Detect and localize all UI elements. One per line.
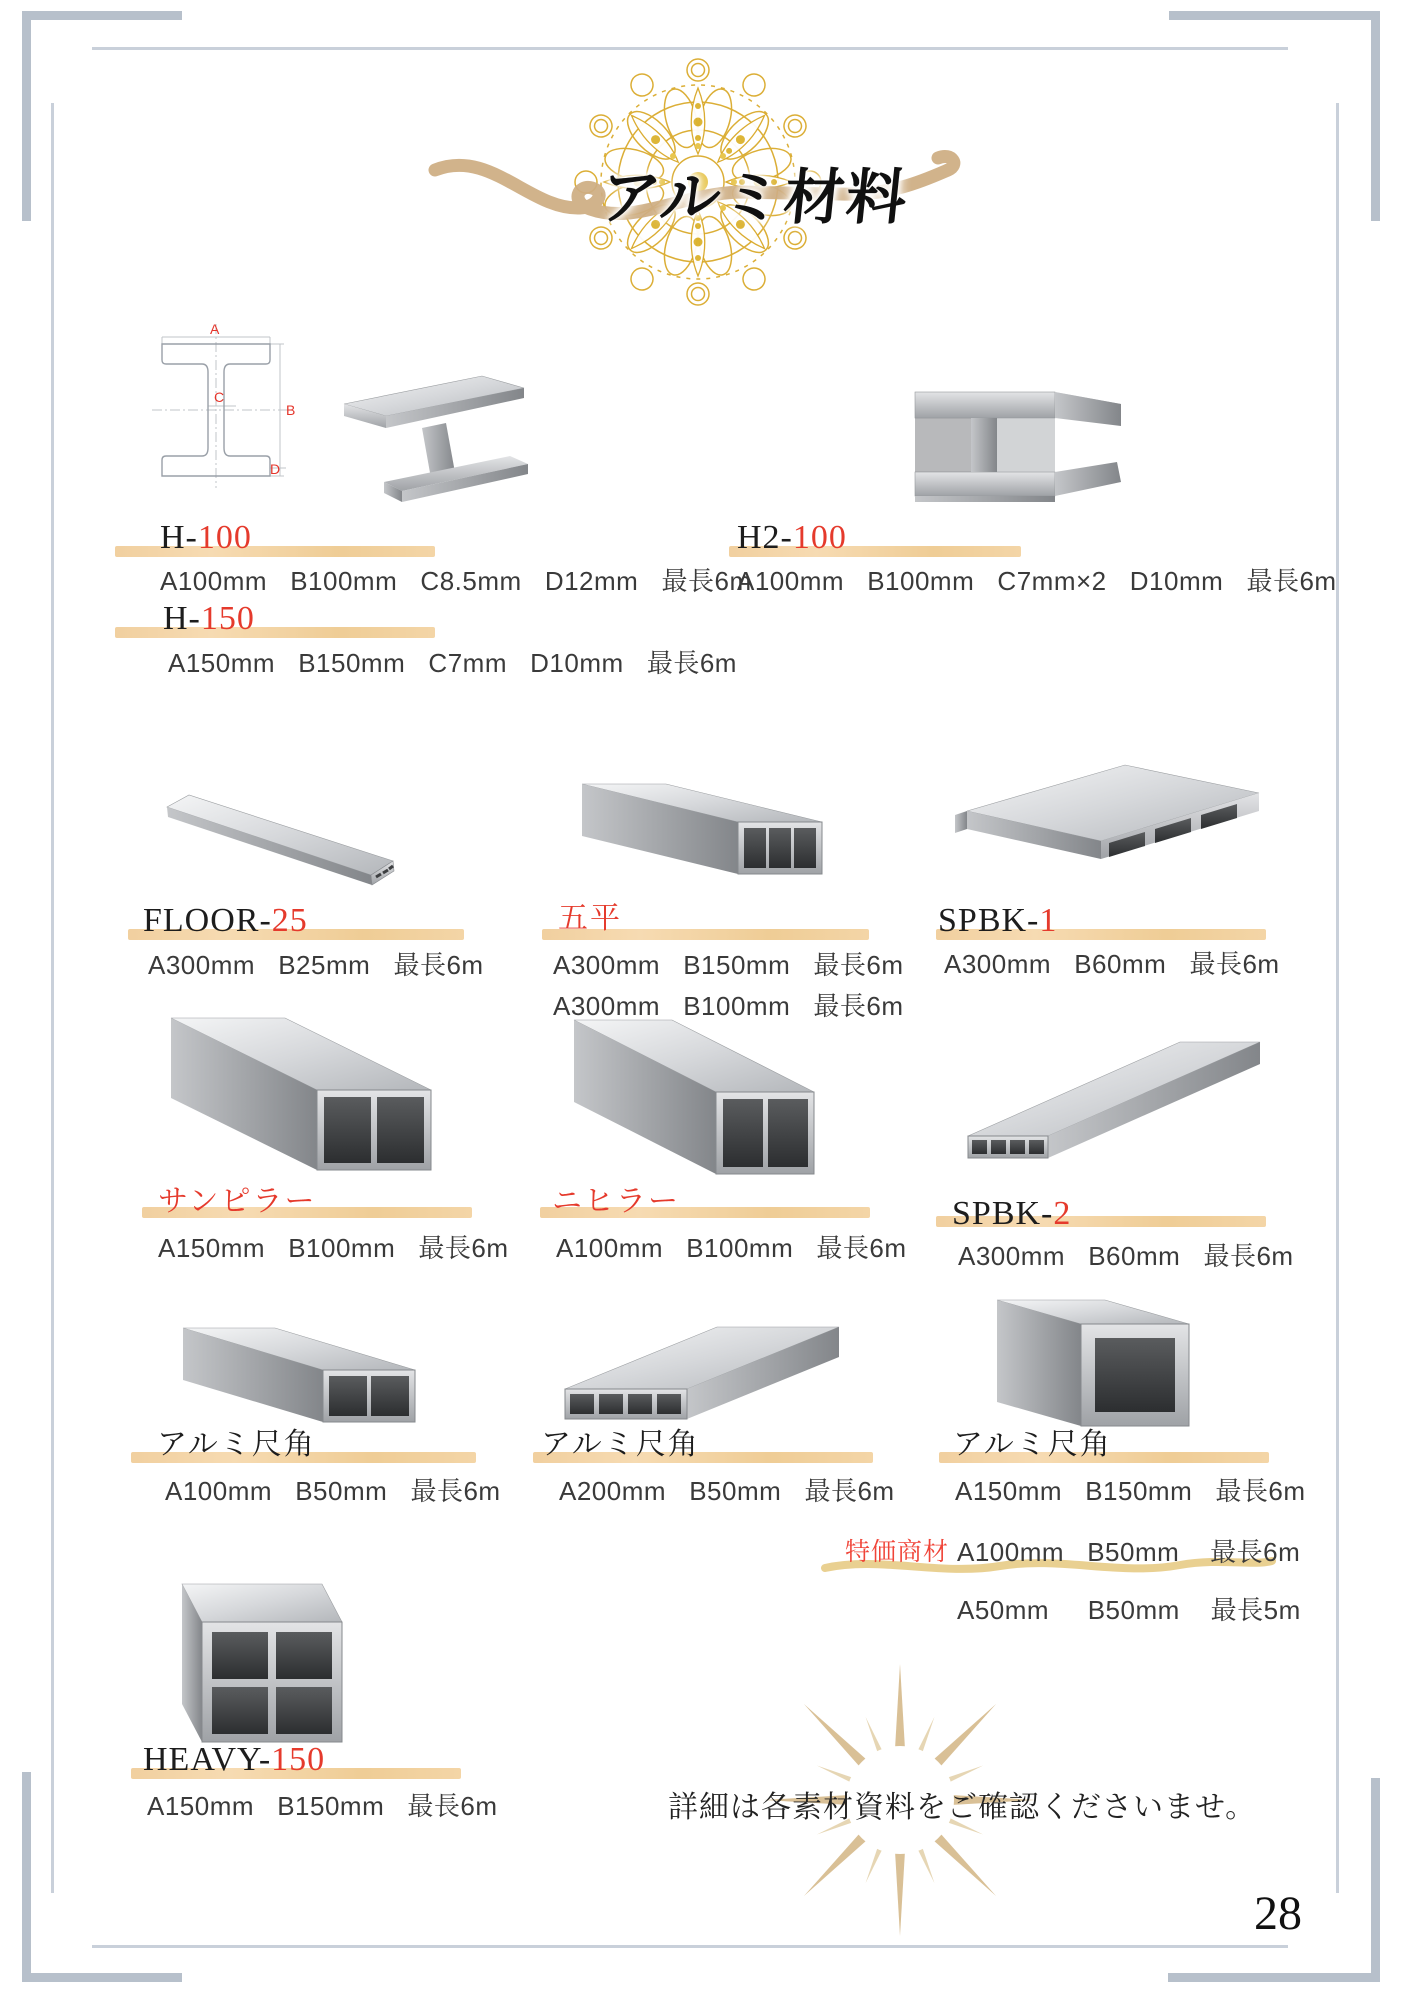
product-name-sunpillar: [158, 1186, 317, 1218]
corner-top-left-h: [22, 11, 182, 20]
diagram-label-c: C: [214, 389, 225, 405]
product-name-black: アルミ尺角: [541, 1428, 700, 1461]
product-spec-shakkaku-200: A200mm B50mm 最長6m: [559, 1476, 895, 1506]
product-spec-shakkaku-150: A150mm B150mm 最長6m: [955, 1476, 1306, 1506]
product-name-spbk1: [938, 903, 1057, 939]
product-name-black: SPBK-: [938, 902, 1040, 939]
special-price-spec-1: A100mm B50mm 最長6m: [957, 1537, 1301, 1567]
corner-top-right-h: [1169, 11, 1380, 20]
product-name-h100: [160, 520, 252, 556]
photo-heavy-150: [170, 1570, 364, 1746]
diagram-label-a: A: [210, 322, 220, 337]
product-name-black: H-: [163, 600, 201, 637]
product-name-red: ニヒラー: [552, 1185, 680, 1218]
corner-top-right-v: [1371, 11, 1380, 221]
product-name-red: 1: [1039, 902, 1058, 939]
corner-top-left-v: [22, 11, 31, 221]
product-name-red: サンピラー: [158, 1185, 317, 1218]
frame-line-top: [92, 47, 1288, 50]
product-name-red: 100: [792, 519, 847, 556]
frame-line-bottom: [92, 1945, 1288, 1948]
h-section-diagram: [152, 322, 300, 490]
product-name-red: 2: [1053, 1195, 1072, 1232]
product-name-shakkaku-150: [953, 1429, 1112, 1461]
product-name-black: アルミ尺角: [953, 1428, 1112, 1461]
product-name-black: HEAVY-: [143, 1741, 272, 1778]
product-name-red: 100: [197, 519, 252, 556]
special-price-spec-2: A50mm B50mm 最長5m: [957, 1595, 1301, 1625]
product-spec-spbk1: A300mm B60mm 最長6m: [944, 949, 1280, 979]
product-spec-sunpillar: A150mm B100mm 最長6m: [158, 1233, 509, 1263]
product-name-red: 25: [271, 902, 308, 939]
product-spec-nihiller: A100mm B100mm 最長6m: [556, 1233, 907, 1263]
product-name-black: SPBK-: [952, 1195, 1054, 1232]
special-price-label: 特価商材: [845, 1538, 950, 1566]
product-spec-h2-100: A100mm B100mm C7mm×2 D10mm 最長6m: [737, 566, 1337, 596]
corner-bottom-right-v: [1371, 1778, 1380, 1982]
product-spec-h150: A150mm B150mm C7mm D10mm 最長6m: [168, 648, 737, 678]
product-spec-spbk2: A300mm B60mm 最長6m: [958, 1241, 1294, 1271]
product-spec-floor25: A300mm B25mm 最長6m: [148, 950, 484, 980]
product-name-red: 150: [200, 600, 255, 637]
photo-shakkaku-200: [553, 1313, 850, 1427]
corner-bottom-right-h: [1168, 1973, 1380, 1982]
photo-spbk-2: [948, 1018, 1272, 1182]
photo-nihiller: [568, 1006, 830, 1188]
corner-bottom-left-v: [22, 1772, 31, 1982]
product-name-h2-100: [737, 520, 847, 556]
product-name-nihiller: [552, 1186, 680, 1218]
product-name-red: 五平: [558, 902, 622, 935]
product-name-floor25: [143, 903, 308, 939]
product-name-red: 150: [271, 1741, 326, 1778]
photo-spbk-1: [953, 753, 1271, 901]
product-name-black: H2-: [737, 519, 793, 556]
product-spec-h100: A100mm B100mm C8.5mm D12mm 最長6m: [160, 566, 752, 596]
corner-bottom-left-h: [22, 1973, 182, 1982]
page-title: アルミ材料: [596, 163, 912, 233]
product-name-black: H-: [160, 519, 198, 556]
product-spec-heavy150: A150mm B150mm 最長6m: [147, 1791, 498, 1821]
footer-note: 詳細は各素材資料をご確認くださいませ。: [668, 1791, 1257, 1824]
page-number: 28: [1254, 1887, 1302, 1940]
frame-line-left: [51, 103, 54, 1893]
product-name-shakkaku-100: [157, 1429, 316, 1461]
photo-h2-beam: [893, 376, 1139, 508]
product-name-gohei: [558, 903, 622, 935]
product-name-heavy150: [143, 1742, 325, 1778]
product-name-shakkaku-200: [541, 1429, 700, 1461]
photo-h-beam: [330, 366, 532, 508]
photo-shakkaku-150: [983, 1288, 1217, 1434]
photo-shakkaku-100: [173, 1316, 425, 1430]
product-spec-gohei-1: A300mm B150mm 最長6m: [553, 950, 904, 980]
product-name-black: FLOOR-: [143, 902, 272, 939]
diagram-label-b: B: [286, 402, 296, 418]
product-spec-gohei-2: A300mm B100mm 最長6m: [553, 991, 904, 1021]
frame-line-right: [1336, 103, 1339, 1893]
photo-sunpillar: [163, 1006, 447, 1186]
product-name-spbk2: [952, 1196, 1071, 1232]
product-name-h150: [163, 601, 255, 637]
photo-gohei: [570, 760, 834, 897]
photo-floor-25: [163, 773, 399, 897]
product-name-black: アルミ尺角: [157, 1428, 316, 1461]
product-spec-shakkaku-100: A100mm B50mm 最長6m: [165, 1476, 501, 1506]
diagram-label-d: D: [270, 461, 281, 477]
